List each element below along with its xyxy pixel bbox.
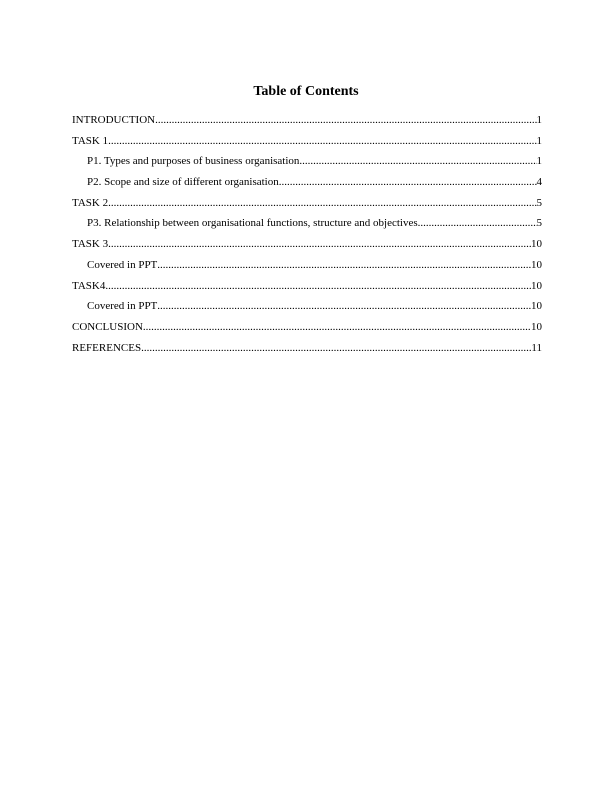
toc-entry-task-4[interactable] — [72, 280, 542, 301]
toc-entry-label: TASK4 — [72, 279, 106, 292]
toc-leader-dots — [108, 135, 536, 147]
toc-leader-dots — [105, 280, 531, 292]
toc-entry-page: 1 — [536, 114, 542, 126]
toc-leader-dots — [108, 238, 531, 250]
toc-entry-label: P1. Types and purposes of business organisation — [87, 155, 300, 168]
toc-entry-page: 10 — [531, 320, 542, 333]
toc-entry-page: 10 — [531, 238, 542, 251]
toc-entry-task-1[interactable] — [72, 135, 542, 156]
toc-entry-conclusion[interactable] — [72, 321, 542, 342]
toc-entry-label: P2. Scope and size of different organisation — [87, 176, 279, 189]
toc-entry-covered-in-ppt-task-3[interactable] — [72, 259, 542, 280]
toc-entry-p3[interactable] — [72, 217, 542, 238]
toc-leader-dots — [299, 155, 536, 167]
toc-leader-dots — [157, 259, 531, 271]
toc-leader-dots — [155, 114, 536, 126]
toc-entry-page: 5 — [536, 196, 542, 209]
toc-entry-task-3[interactable] — [72, 238, 542, 259]
toc-leader-dots — [143, 321, 531, 333]
toc-entry-p2[interactable] — [72, 176, 542, 197]
toc-entry-label: Covered in PPT — [87, 258, 158, 271]
toc-leader-dots — [141, 342, 531, 354]
toc-entry-page: 10 — [531, 258, 542, 271]
toc-entry-references[interactable] — [72, 342, 542, 363]
toc-entry-label: TASK 2 — [72, 196, 109, 209]
toc-entry-introduction[interactable] — [72, 114, 542, 135]
toc-entry-page: 4 — [536, 176, 542, 189]
toc-entry-page: 5 — [536, 217, 542, 230]
page-title: Table of Contents — [253, 84, 359, 99]
toc-leader-dots — [108, 197, 536, 209]
toc-entry-label: Covered in PPT — [87, 300, 158, 313]
table-of-contents — [72, 114, 542, 362]
toc-entry-page: 10 — [531, 279, 542, 292]
toc-leader-dots — [418, 217, 537, 229]
toc-entry-label: REFERENCES — [72, 341, 142, 354]
toc-entry-label: CONCLUSION — [72, 320, 143, 333]
toc-entry-page: 11 — [531, 341, 542, 354]
toc-leader-dots — [157, 300, 531, 312]
toc-entry-task-2[interactable] — [72, 197, 542, 218]
toc-entry-page: 10 — [531, 300, 542, 313]
toc-entry-page: 1 — [536, 155, 542, 168]
toc-entry-label: TASK 1 — [72, 134, 109, 147]
toc-entry-covered-in-ppt-task-4[interactable] — [72, 300, 542, 321]
toc-entry-p1[interactable] — [72, 155, 542, 176]
toc-leader-dots — [279, 176, 537, 188]
toc-entry-label: TASK 3 — [72, 238, 109, 251]
toc-entry-label: INTRODUCTION — [72, 114, 156, 126]
toc-entry-page: 1 — [536, 134, 542, 147]
toc-entry-label: P3. Relationship between organisational functions, structure and objectives — [87, 217, 418, 230]
